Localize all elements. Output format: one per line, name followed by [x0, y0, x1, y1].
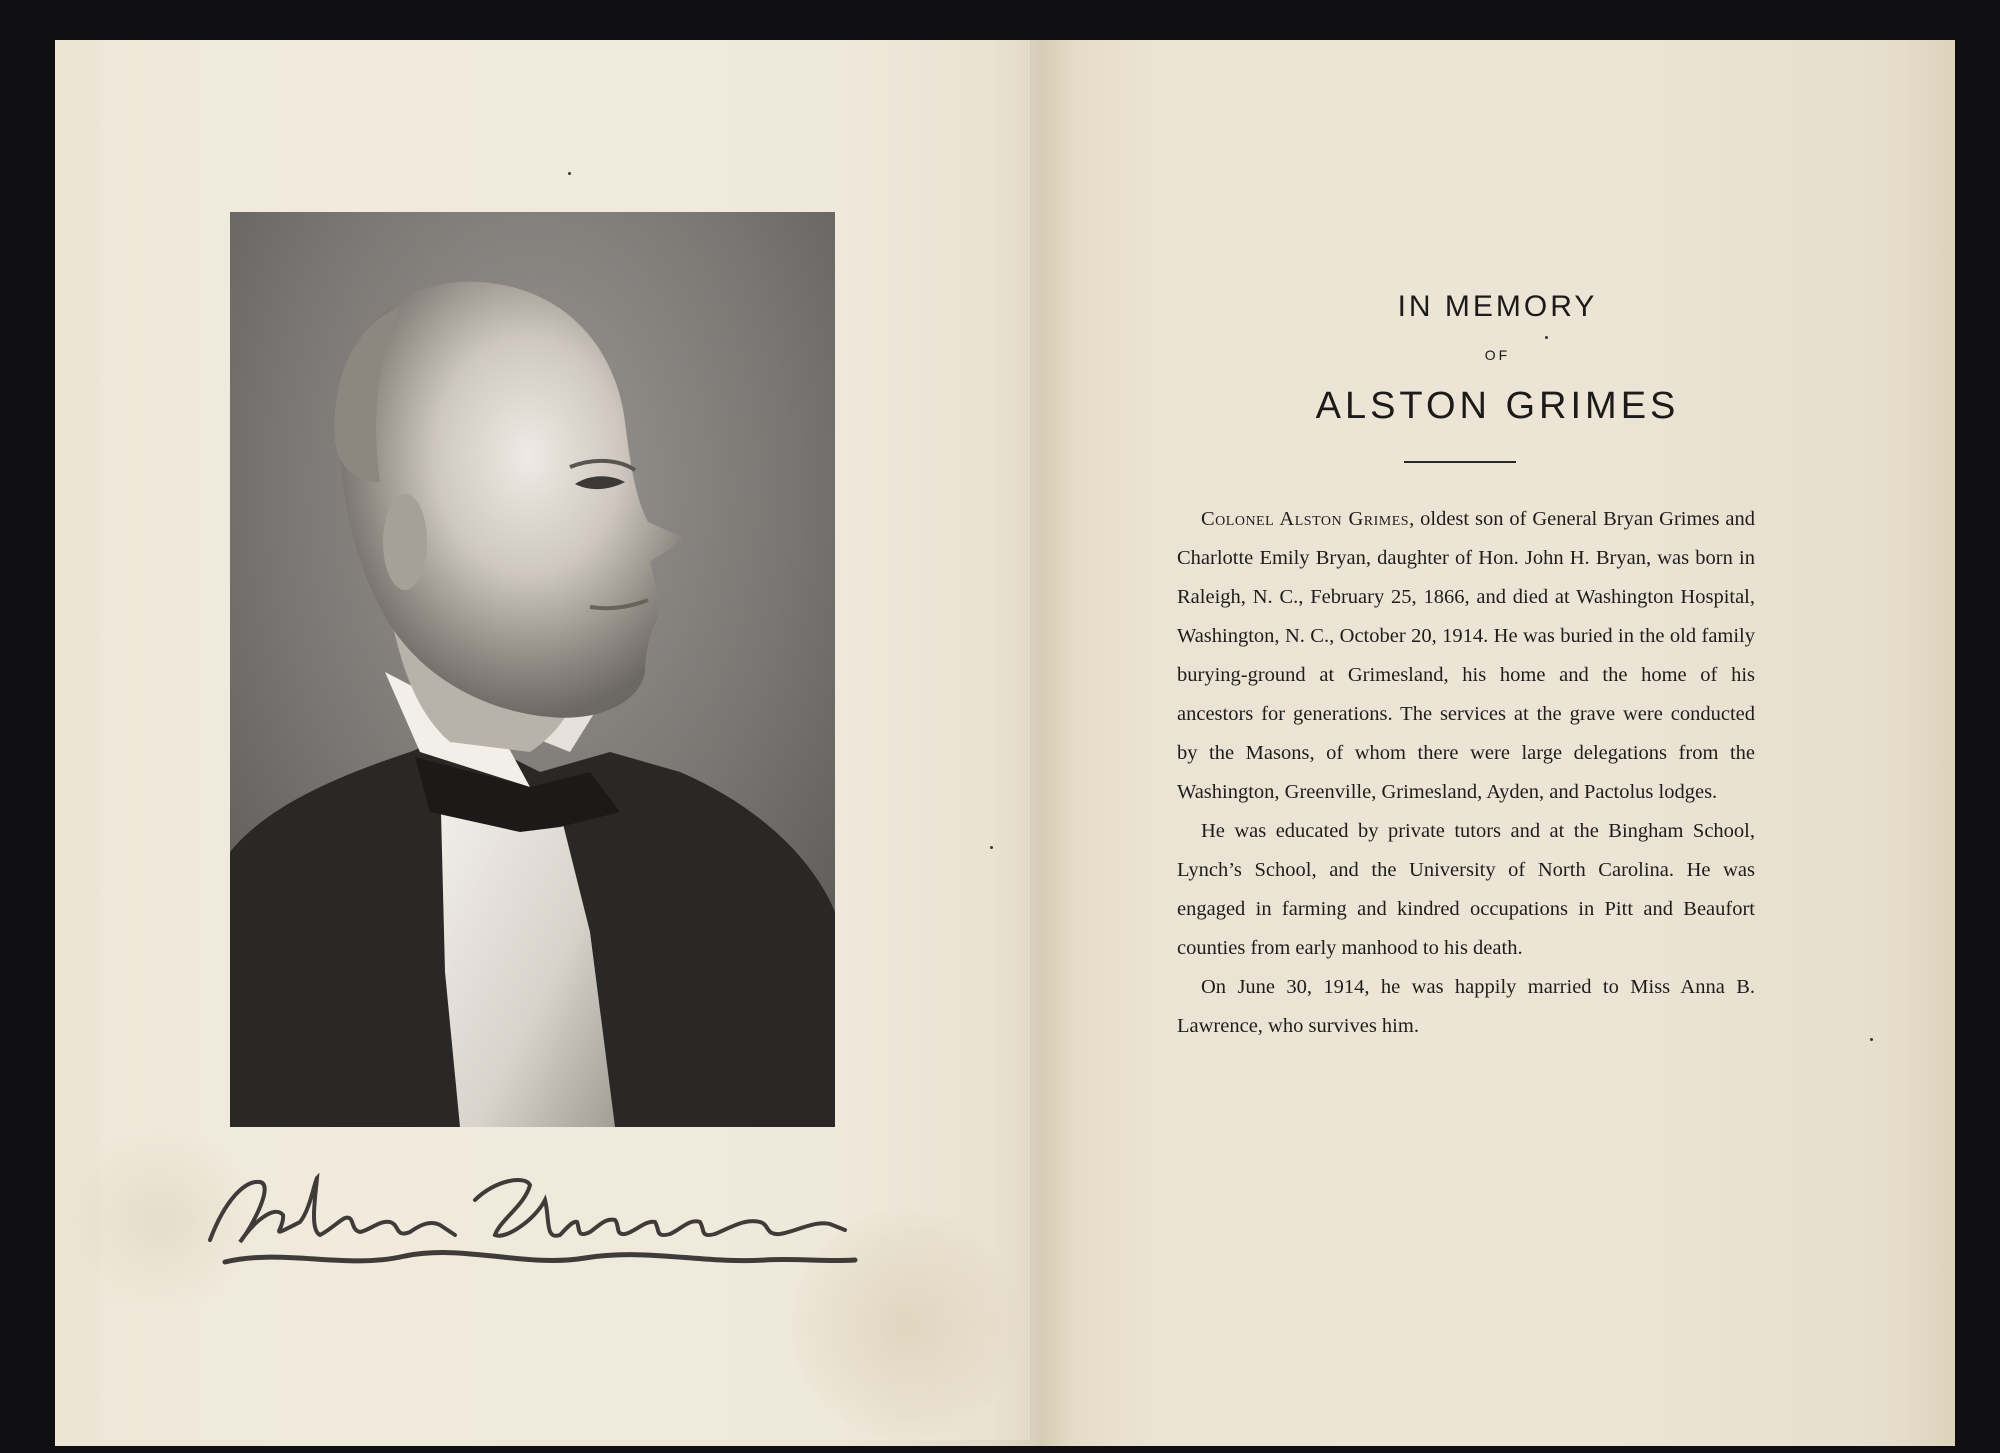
paragraph-3: On June 30, 1914, he was happily married to Miss Anna B. Lawrence, who survives him. — [1177, 976, 1755, 1037]
title-divider — [1404, 461, 1516, 463]
portrait-photo — [230, 212, 835, 1127]
paragraph-1 — [1177, 500, 1755, 812]
paragraph-1-body: , oldest son of General Bryan Grimes and Charlotte Emily Bryan, daughter of Hon. John H. Bryan, was born in Raleigh, N. C., February 25, 1866, and died at Washington Hospital, Washington, N. C., October 20, 1914. He was buried in the old family burying-ground at Grimesland, his home and the home of his ancestors for generations. The services at the grave were conducted by the Masons, of whom there were large delegations from the Washington, Greenville, Grimesland, Ayden, and Pactolus lodges. — [1177, 508, 1755, 803]
signature-icon — [205, 1160, 865, 1280]
heading-of: OF — [1484, 347, 1511, 363]
memorial-text — [1177, 500, 1755, 1046]
portrait-photo-icon — [230, 212, 835, 1127]
paper-speck — [1870, 1038, 1873, 1041]
paragraph-2: He was educated by private tutors and at the Bingham School, Lynch’s School, and the University of North Carolina. He was engaged in farming and kindred occupations in Pitt and Beaufort counties from early manhood to his death. — [1177, 820, 1755, 959]
paper-speck — [568, 172, 571, 175]
paper-speck — [1545, 336, 1548, 339]
heading-name: ALSTON GRIMES — [1315, 385, 1680, 427]
signature — [205, 1160, 865, 1280]
heading-in-memory: IN MEMORY — [1397, 290, 1598, 323]
paper-speck — [990, 846, 993, 849]
paragraph-1-lead: Colonel Alston Grimes — [1201, 508, 1410, 530]
